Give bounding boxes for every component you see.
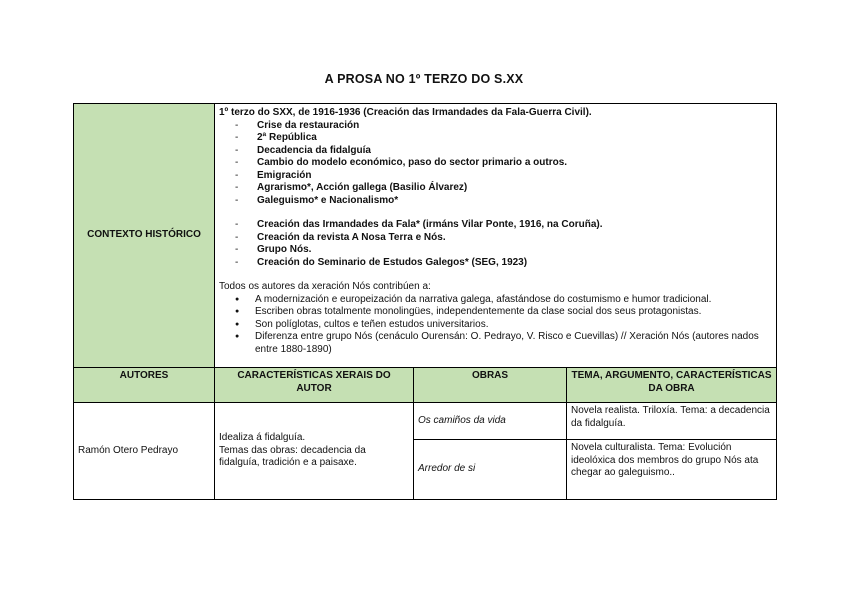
context-body	[215, 104, 777, 368]
author-name: Ramón Otero Pedrayo	[74, 403, 215, 500]
context-list-b	[219, 219, 772, 269]
context-bullet: ● Son políglotas, cultos e teñen estudos universitarios.	[255, 319, 772, 332]
context-row	[74, 104, 777, 368]
context-item: - Creación do Seminario de Estudos Galegos* (SEG, 1923)	[235, 257, 772, 270]
context-item: - Creación das Irmandades da Fala* (irmáns Vilar Ponte, 1916, na Coruña).	[235, 219, 772, 232]
context-lead: 1º terzo do SXX, de 1916-1936 (Creación das Irmandades da Fala-Guerra Civil).	[219, 107, 592, 118]
context-item: - Decadencia da fidalguía	[235, 145, 772, 158]
context-item: - Cambio do modelo económico, paso do sector primario a outros.	[235, 157, 772, 170]
header-tema: TEMA, ARGUMENTO, CARACTERÍSTICAS DA OBRA	[567, 368, 777, 403]
context-list-a	[219, 120, 772, 208]
header-autores: AUTORES	[74, 368, 215, 403]
context-bullet: ● A modernización e europeización da narrativa galega, afastándose do costumismo e humor tradicional.	[255, 294, 772, 307]
context-item: - Agrarismo*, Acción gallega (Basilio Álvarez)	[235, 182, 772, 195]
header-caracteristicas: CARACTERÍSTICAS XERAIS DO AUTOR	[215, 368, 414, 403]
literature-table	[73, 103, 777, 500]
author-characteristics: Idealiza á fidalguía. Temas das obras: decadencia da fidalguía, tradición e a paisaxe.	[215, 403, 414, 500]
work-title: Os camiños da vida	[414, 403, 567, 440]
context-bullet: ● Diferenza entre grupo Nós (cenáculo Ourensán: O. Pedrayo, V. Risco e Cuevillas) // Xeración Nós (autores nados entre 1880-1890)	[255, 331, 772, 356]
context-item: - Grupo Nós.	[235, 244, 772, 257]
work-theme: Novela realista. Triloxía. Tema: a decadencia da fidalguía.	[567, 403, 777, 440]
context-bullets	[219, 294, 772, 357]
context-item: - Galeguismo* e Nacionalismo*	[235, 195, 772, 208]
header-row	[74, 368, 777, 403]
context-intro: Todos os autores da xeración Nós contribúen a:	[219, 281, 431, 292]
context-label: CONTEXTO HISTÓRICO	[74, 104, 215, 368]
work-theme: Novela culturalista. Tema: Evolución ideolóxica dos membros do grupo Nós ata chegar ao galeguismo..	[567, 440, 777, 500]
context-item: - 2ª República	[235, 132, 772, 145]
table-row	[74, 403, 777, 440]
context-item: - Crise da restauración	[235, 120, 772, 133]
context-bullet: ● Escriben obras totalmente monolingües, independentemente da clase social dos seus protagonistas.	[255, 306, 772, 319]
header-obras: OBRAS	[414, 368, 567, 403]
page-title: A PROSA NO 1º TERZO DO S.XX	[324, 72, 524, 86]
context-item: - Emigración	[235, 170, 772, 183]
context-item: - Creación da revista A Nosa Terra e Nós.	[235, 232, 772, 245]
work-title: Arredor de si	[414, 440, 567, 500]
